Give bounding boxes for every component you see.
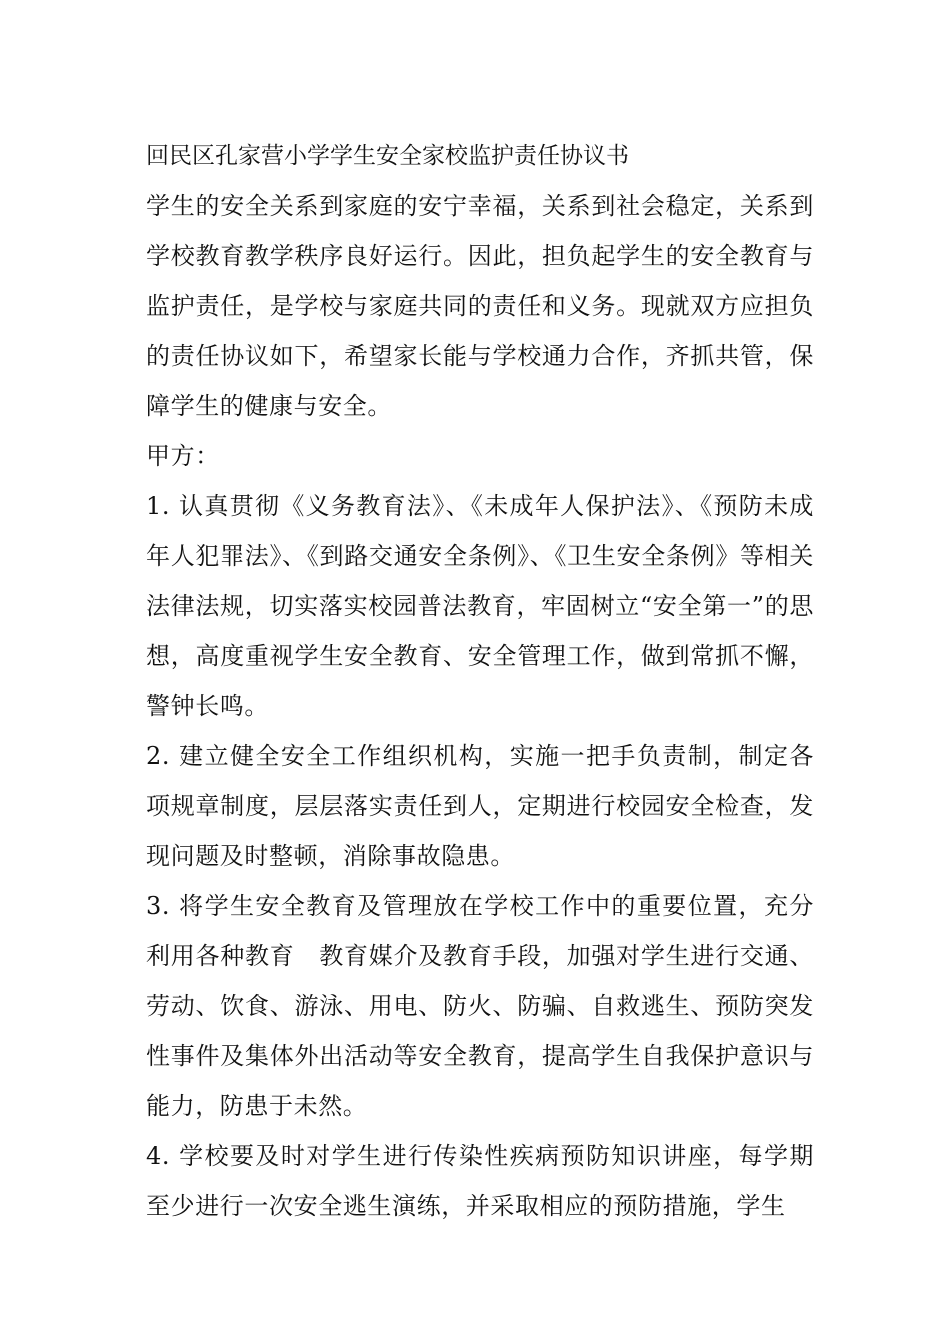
intro-paragraph: 学生的安全关系到家庭的安宁幸福，关系到社会稳定，关系到学校教育教学秩序良好运行。因此，担负起学生的安全教育与监护责任，是学校与家庭共同的责任和义务。现就双方应担负的责任协议如下，希望家长能与学校通力合作，齐抓共管，保障学生的健康与安全。 bbox=[146, 192, 814, 420]
clause-1: 1. 认真贯彻《义务教育法》、《未成年人保护法》、《预防未成年人犯罪法》、《到路交通安全条例》、《卫生安全条例》等相关法律法规，切实落实校园普法教育，牢固树立“安全第一”的思想，高度重视学生安全教育、安全管理工作，做到常抓不懈，警钟长鸣。 bbox=[146, 492, 814, 720]
clause-2: 2. 建立健全安全工作组织机构，实施一把手负责制，制定各项规章制度，层层落实责任到人，定期进行校园安全检查，发现问题及时整顿，消除事故隐患。 bbox=[146, 742, 814, 870]
clause-4: 4. 学校要及时对学生进行传染性疾病预防知识讲座，每学期至少进行一次安全逃生演练，并采取相应的预防措施，学生 bbox=[146, 1142, 814, 1220]
document-title: 回民区孔家营小学学生安全家校监护责任协议书 bbox=[146, 143, 629, 169]
document-body bbox=[146, 131, 814, 1231]
party-a-label: 甲方： bbox=[146, 442, 220, 470]
clause-3: 3. 将学生安全教育及管理放在学校工作中的重要位置，充分利用各种教育 教育媒介及教育手段，加强对学生进行交通、劳动、饮食、游泳、用电、防火、防骗、自救逃生、预防突发性事件及集体外出活动等安全教育，提高学生自我保护意识与能力，防患于未然。 bbox=[146, 892, 814, 1120]
